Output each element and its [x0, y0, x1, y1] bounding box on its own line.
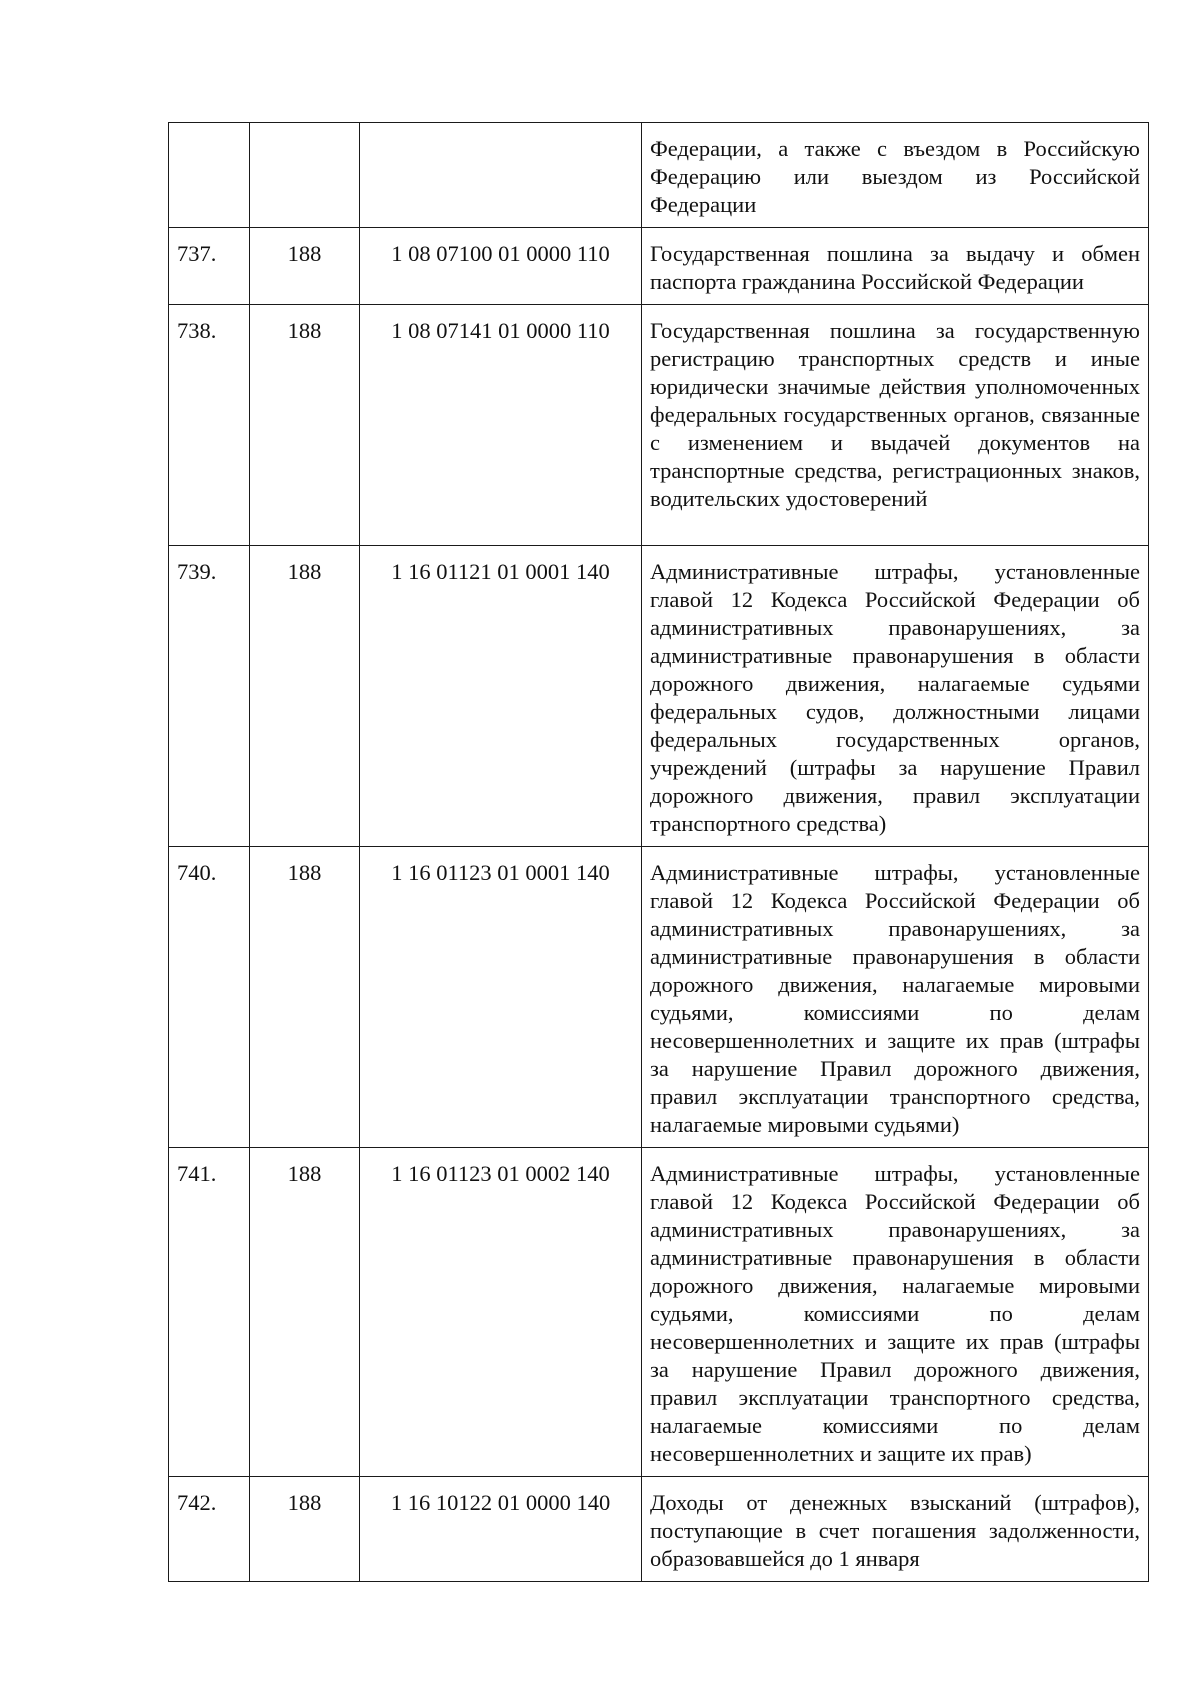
admin-code: 188 — [250, 847, 360, 1148]
table-row — [169, 228, 1149, 305]
admin-code: 188 — [250, 1477, 360, 1582]
budget-classification-code: 1 16 01123 01 0002 140 — [360, 1148, 642, 1477]
budget-classification-code: 1 08 07141 01 0000 110 — [360, 305, 642, 546]
income-description: Государственная пошлина за государственную регистрацию транспортных средств и иные юридически значимые действия уполномоченных федеральных государственных органов, связанные с изменением и выдачей документов на транспортные средства, регистрационных знаков, водительских удостоверений — [642, 305, 1149, 546]
table-row — [169, 305, 1149, 546]
income-description: Административные штрафы, установленные главой 12 Кодекса Российской Федерации об административных правонарушениях, за административные правонарушения в области дорожного движения, налагаемые мировыми судьями, комиссиями по делам несовершеннолетних и защите их прав (штрафы за нарушение Правил дорожного движения, правил эксплуатации транспортного средства, налагаемые мировыми судьями) — [642, 847, 1149, 1148]
row-number: 739. — [169, 546, 250, 847]
admin-code: 188 — [250, 228, 360, 305]
income-description: Доходы от денежных взысканий (штрафов), поступающие в счет погашения задолженности, образовавшейся до 1 января — [642, 1477, 1149, 1582]
admin-code: 188 — [250, 546, 360, 847]
row-number: 738. — [169, 305, 250, 546]
budget-classification-code: 1 16 10122 01 0000 140 — [360, 1477, 642, 1582]
row-number: 741. — [169, 1148, 250, 1477]
income-description: Административные штрафы, установленные главой 12 Кодекса Российской Федерации об административных правонарушениях, за административные правонарушения в области дорожного движения, налагаемые мировыми судьями, комиссиями по делам несовершеннолетних и защите их прав (штрафы за нарушение Правил дорожного движения, правил эксплуатации транспортного средства, налагаемые комиссиями по делам несовершеннолетних и защите их прав) — [642, 1148, 1149, 1477]
table-row — [169, 1477, 1149, 1582]
admin-code: 188 — [250, 1148, 360, 1477]
income-description: Федерации, а также с въездом в Российскую Федерацию или выездом из Российской Федерации — [642, 123, 1149, 228]
table-row — [169, 1148, 1149, 1477]
budget-classification-code — [360, 123, 642, 228]
table-row — [169, 847, 1149, 1148]
admin-code — [250, 123, 360, 228]
table-row — [169, 123, 1149, 228]
table-row — [169, 546, 1149, 847]
income-description: Административные штрафы, установленные главой 12 Кодекса Российской Федерации об административных правонарушениях, за административные правонарушения в области дорожного движения, налагаемые судьями федеральных судов, должностными лицами федеральных государственных органов, учреждений (штрафы за нарушение Правил дорожного движения, правил эксплуатации транспортного средства) — [642, 546, 1149, 847]
budget-classification-code: 1 16 01123 01 0001 140 — [360, 847, 642, 1148]
budget-classification-code: 1 16 01121 01 0001 140 — [360, 546, 642, 847]
row-number — [169, 123, 250, 228]
row-number: 740. — [169, 847, 250, 1148]
row-number: 742. — [169, 1477, 250, 1582]
budget-classification-code: 1 08 07100 01 0000 110 — [360, 228, 642, 305]
admin-code: 188 — [250, 305, 360, 546]
row-number: 737. — [169, 228, 250, 305]
budget-codes-table — [168, 122, 1149, 1582]
income-description: Государственная пошлина за выдачу и обмен паспорта гражданина Российской Федерации — [642, 228, 1149, 305]
